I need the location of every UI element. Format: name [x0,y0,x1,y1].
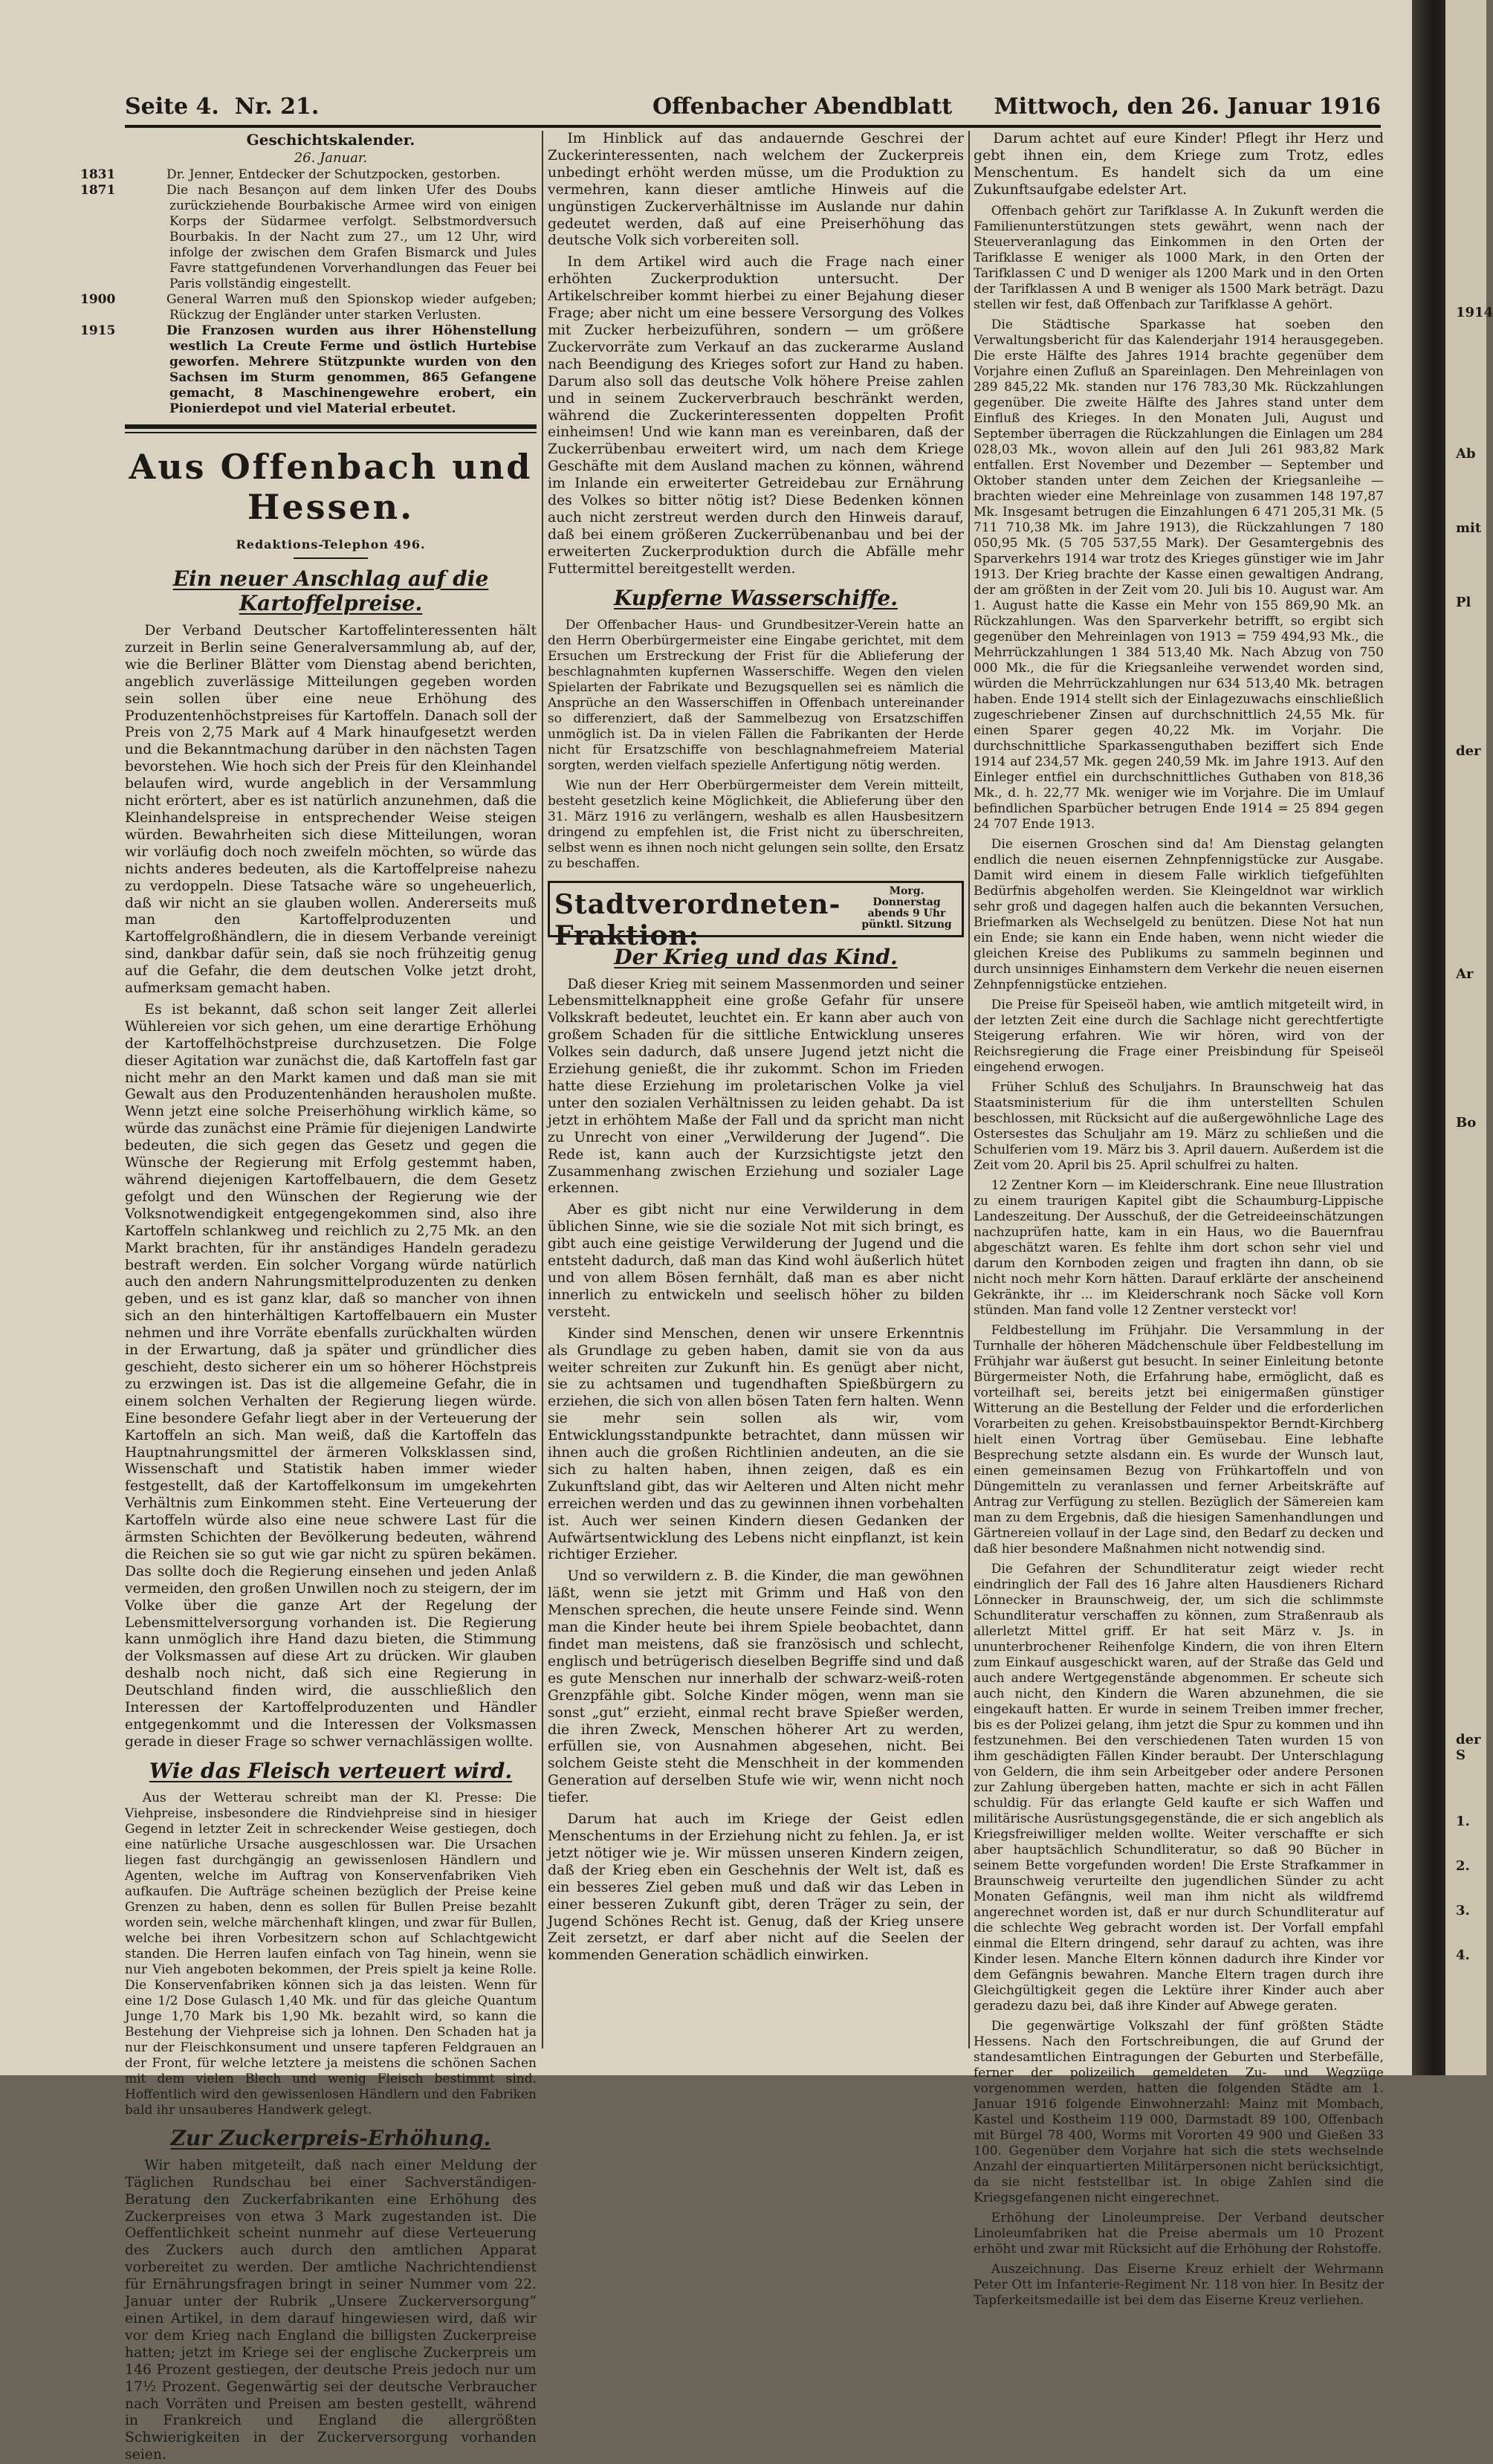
calendar-date: 26. Januar. [294,150,368,166]
article-title: Zur Zuckerpreis-Erhöhung. [170,2125,491,2150]
column-divider [968,131,970,2049]
adjacent-page-edge [1445,0,1493,2075]
fragment: Pl [1456,595,1471,610]
calendar-title: Geschichtskalender. [246,131,415,149]
fragment: Ab [1456,446,1476,462]
article-paragraph: Auszeichnung. Das Eiserne Kreuz erhielt der Wehrmann Peter Ott im Infanterie-Regiment Nr. 118 von hier. In Besitz der Tapferkeitsmedaille ist bei dem das Eiserne Kreuz verliehen. [974,2261,1384,2308]
article-paragraph: Und so verwildern z. B. die Kinder, die man gewöhnen läßt, wenn sie jetzt mit Grimm und Haß von den Menschen sprechen, die heute unsere Feinde sind. Wenn man die Kinder heute bei ihrem Spiele beobachtet, dann findet man meistens, daß sie französisch und schlecht, englisch und betrügerisch dieselben Begriffe sind und daß es gute Menschen nur innerhalb der schwarz-weiß-roten Grenzpfähle gibt. Solche Kinder mögen, wenn man sie sonst „gut“ erzieht, einmal recht brave Spießer werden, die ihren Zweck, Menschen höherer Art zu werden, erfüllen sie, von Ausnahmen abgesehen, nicht. Bei solchem Geiste steht die Menschheit in der kommenden Generation auf derselben Stufe wie wir, wenn nicht noch tiefer. [548,1568,964,1806]
fragment: der [1456,743,1481,759]
article-title: Der Krieg und das Kind. [614,944,898,969]
article-paragraph: Im Hinblick auf das andauernde Geschrei der Zuckerinteressenten, nach welchem der Zuckerpreis unbedingt erhöht werden müsse, um die Produktion zu vermehren, kann dieser amtliche Hinweis auf die ungünstigen Zuckerverhältnisse im Auslande nur dahin gedeutet werden, daß auf eine Preiserhöhung das deutsche Volk sich vorbereiten soll. [548,131,964,249]
fraction-notice [548,881,964,951]
article-paragraph: Darum hat auch im Kriege der Geist edlen Menschentums in der Erziehung nicht zu fehlen. Ja, er ist jetzt nötiger wie je. Wir müssen unseren Kindern zeigen, daß der Krieg eben ein Geschehnis der Welt ist, daß es ein besseres Ziel geben muß und daß wir das Leben in einer besseren Zukunft gibt, deren Träger zu sein, der Jugend Schönes Recht ist. Genug, daß der Krieg unsere Zeit zersetzt, er darf aber nicht auf die Seelen der kommenden Generation schädlich einwirken. [548,1811,964,1964]
article-paragraph: Aus der Wetterau schreibt man der Kl. Presse: Die Viehpreise, insbesondere die Rindviehpreise sind in hiesiger Gegend in letzter Zeit in schreckender Weise gestiegen, doch eine natürliche Ursache ausgeschlossen war. Die Ursachen liegen fast durchgängig an gewissenlosen Händlern und Agenten, welche im Auftrag von Konservenfabriken Vieh aufkaufen. Die Aufträge scheinen bezüglich der Preise keine Grenzen zu haben, denn es sollen für Bullen Preise bezahlt worden sein, welche märchenhaft klingen, und zwar für Bullen, welche bei ihren Vorbesitzern schon auf Schlachtgewicht standen. Die Herren laufen einfach von Tag hinein, wenn sie nur Vieh angeboten bekommen, der Preis spielt ja keine Rolle. Die Konservenfabriken können sich ja das leisten. Wenn für eine 1/2 Dose Gulasch 1,40 Mk. und für das gleiche Quantum Junge 1,70 Mark bis 1,90 Mk. bezahlt wird, so kann die Bestehung der Viehpreise sich ja lohnen. Den Schaden hat ja nur der Fleischkonsument und unsere tapferen Feldgrauen an der Front, für welche letztere ja meistens die schönen Sachen mit dem vielen Blech und wenig Fleisch bestimmt sind. Hoffentlich wird den gewissenlosen Händlern und den Fabriken bald ihr unsauberes Handwerk gelegt. [125,1790,537,2118]
article-paragraph: Die Preise für Speiseöl haben, wie amtlich mitgeteilt wird, in der letzten Zeit eine durch die Sachlage nicht gerechtfertigte Steigerung erfahren. Wie wir hören, wird von der Reichsregierung die Frage einer Preisbindung für Speiseöl eingehend erwogen. [974,997,1384,1075]
calendar-entry: 1915 Die Franzosen wurden aus ihrer Höhenstellung westlich La Creute Ferme und östlich Hurtebise geworfen. Mehrere Stützpunkte wurden von den Sachsen im Sturm genommen, 865 Gefangene gemacht, 8 Maschinengewehre erobert, ein Pionierdepot und viel Material erbeutet. [80,323,537,416]
section-rule [125,432,537,433]
fragment: Bo [1456,1115,1477,1131]
article-paragraph: Wie nun der Herr Oberbürgermeister dem Verein mitteilt, besteht gesetzlich keine Möglichkeit, die Ablieferung über den 31. März 1916 zu verlängern, weshalb es allen Hausbesitzern dringend zu empfehlen ist, die Frist nicht zu überschreiten, selbst wenn es ihnen noch nicht gelungen sein sollte, den Ersatz zu beschaffen. [548,777,964,871]
article-paragraph: Kinder sind Menschen, denen wir unsere Erkenntnis als Grundlage zu geben haben, damit sie von da aus weiter schreiten zur Zukunft hin. Es genügt aber nicht, sie zu achtsamen und tugendhaften Spießbürgern zu erziehen, die sich von allen bösen Taten fern halten. Wenn sie mehr sein sollen als wir, vom Entwicklungsstandpunkte betrachtet, dann müssen wir ihnen auch die großen Richtlinien andeuten, an die sie sich zu halten haben, ihnen zeigen, daß es ein Zukunftsland gibt, das wir Aelteren und Alten nicht mehr erreichen werden und das zu gewinnen ihnen vorbehalten ist. Auch wer seinen Kindern diesen Gedanken der Aufwärtsentwicklung des Lebens nicht einpflanzt, ist kein richtiger Erzieher. [548,1325,964,1563]
article-paragraph: Die Gefahren der Schundliteratur zeigt wieder recht eindringlich der Fall des 16 Jahre alten Hausdieners Richard Lönnecker in Braunschweig, der, um sich die schlimmste Schundliteratur verschaffen zu können, zum Straßenraub als allerletzt Mittel griff. Er hat seit März v. Js. in ununterbrochener Reihenfolge Kindern, die von ihren Eltern zum Einkauf ausgeschickt waren, auf der Straße das Geld und auch andere Wertgegenstände abgenommen. Er scheute sich auch nicht, den Kindern die Waren abzunehmen, die sie eingekauft hatten. Er wurde in seinem Treiben immer frecher, bis es der Polizei gelang, ihm jetzt die Spur zu kommen und ihn festzunehmen. Bei den verschiedenen Taten wurden 15 von ihm geschädigten Fällen Kinder beraubt. Der Unterschlagung von Geldern, die ihm sein Arbeitgeber oder andere Personen zur Zahlung übergeben hatten, machte er sich in acht Fällen schuldig. Für das erlangte Geld kaufte er sich Waffen und militärische Ausrüstungsgegenstände, die er sich angeblich als Kriegsfreiwilliger melden wollte. Weiter verschaffte er sich aber hauptsächlich Schundliteratur, so daß 90 Bücher in seinem Bette vorgefunden worden! Die Erste Strafkammer in Braunschweig verurteilte den jugendlichen Sünder zu acht Monaten Gefängnis, weil man ihm nicht als wildfremd angerechnet worden ist, daß er nur durch Schundliteratur auf die schlechte Weg gebracht worden ist. Der Vorfall empfahl einmal die Eltern dringend, sehr darauf zu achten, was ihre Kinder lesen. Manche Eltern können dadurch ihre Kinder vor dem Gefängnis bewahren. Manche Eltern tragen durch ihre Gleichgültigkeit gegen die Lektüre ihrer Kinder auch aber geradezu dazu bei, daß ihre Kinder auf Abwege geraten. [974,1561,1384,2014]
masthead-rule [125,125,1381,128]
column-2 [548,131,964,2056]
issue-date: Mittwoch, den 26. Januar 1916 [994,94,1381,120]
fragment: mit [1456,520,1482,536]
article-paragraph: Der Offenbacher Haus- und Grundbesitzer-Verein hatte an den Herrn Oberbürgermeister eine Eingabe gerichtet, mit dem Ersuchen um Erstreckung der Frist für die Ablieferung der beschlagnahmten kupfernen Wasserschiffe. Wegen den vielen Spielarten der Fabrikate und Bezugsquellen sei es nämlich die Ansprüche an den Wasserschiffen in Offenbach untereinander so differenziert, daß der Sammelbezug von Ersatzschiffen unmöglich ist. Da in vielen Fällen die Fabrikanten der Herde nicht für Ersatzschiffe von beschlagnahmefreiem Material sorgten, werden vielfach spezielle Anfertigung nötig werden. [548,617,964,773]
article-paragraph: In dem Artikel wird auch die Frage nach einer erhöhten Zuckerproduktion untersucht. Der Artikelschreiber kommt hierbei zu einer Bejahung dieser Frage; aber nicht um eine bessere Versorgung des Volkes mit Zucker herbeizuführen, sondern — um größere Zuckervorräte zum Verkauf an das zuckerarme Ausland nach Beendigung des Krieges sofort zur Hand zu haben. Darum also soll das deutsche Volk höhere Preise zahlen und in seinem Zuckerverbrauch beschränkt werden, während die Zuckerinteressenten doppelten Profit einheimsen! Und wie kann man es vereinbaren, daß der Zuckerrübenbau erweitert wird, um nach dem Kriege Geschäfte mit dem Ausland machen zu können, während im Inlande ein erweiterter Getreidebau zur Ernährung des Volkes so bitter nötig ist? Diese Bedenken können auch nicht zerstreut werden durch den Hinweis darauf, daß bei einem größeren Zuckerrübenanbau und bei der erweiterten Zuckerproduktion durch die Abfälle mehr Futtermittel bereitgestellt werden. [548,254,964,577]
section-rule [125,424,537,429]
calendar-entry: 1900 General Warren muß den Spionskop wieder aufgeben; Rückzug der Engländer unter starken Verlusten. [80,292,537,323]
article-paragraph: Feldbestellung im Frühjahr. Die Versammlung in der Turnhalle der höheren Mädchenschule über Feldbestellung im Frühjahr war äußerst gut besucht. In seiner Einleitung betonte Bürgermeister Noth, die Erfahrung habe, ermöglicht, daß es vorteilhaft sei, bereits jetzt bei einigermaßen günstiger Witterung an die Bestellung der Felder und die erforderlichen Vorarbeiten zu gehen. Kreisobstbauinspektor Berndt-Kirchberg hielt einen Vortrag über Gemüsebau. Eine lebhafte Besprechung setzte alsdann ein. Es wurde der Wunsch laut, einen gemeinsamen Bezug von Frühkartoffeln und von Düngemitteln zu veranlassen und ferner Arbeitskräfte auf Antrag zur Verfügung zu stellen. Bezüglich der Sämereien kam man zu dem Ergebnis, daß die hiesigen Samenhandlungen und Gärtnereien vollauf in der Lage sind, den Bedarf zu decken und daß hier besondere Maßnahmen nicht notwendig sind. [974,1322,1384,1556]
article-title: Ein neuer Anschlag auf die Kartoffelpreise. [172,566,489,615]
article-paragraph: Darum achtet auf eure Kinder! Pflegt ihr Herz und gebt ihnen ein, dem Kriege zum Trotz, edles Menschentum. Es handelt sich da um eine Zukunftsaufgabe edelster Art. [974,131,1384,198]
notice-detail: Morg. Donnerstag abends 9 Uhr pünktl. Sitzung [861,885,952,931]
article-paragraph: Der Verband Deutscher Kartoffelinteressenten hält zurzeit in Berlin seine Generalversammlung ab, auf der, wie die Berliner Blätter vom Dienstag abend berichten, angeblich zuverlässige Mitteilungen gegeben worden sein sollen über eine neue Erhöhung des Produzentenhöchstpreises für Kartoffeln. Danach soll der Preis von 2,75 Mark auf 4 Mark hinaufgesetzt werden und die Bekanntmachung darüber in den nächsten Tagen bevorstehen. Wie hoch sich der Preis für den Kleinhandel belaufen wird, wurde angeblich in der Versammlung nicht erörtert, aber es ist natürlich anzunehmen, daß die Kleinhandelspreise in entsprechender Weise steigen würden. Bewahrheiten sich diese Mitteilungen, woran wir vorläufig doch noch zweifeln möchten, so würde das nichts anderes bedeuten, als die Kartoffelpreise nahezu zu verdoppeln. Diese Tatsache wäre so ungeheuerlich, daß wir nicht an sie glauben wollen. Andererseits muß man den Kartoffelproduzenten und Kartoffelgroßhändlern, die in diesem Verbande vereinigt sind, dankbar dafür sein, daß sie noch frühzeitig genug auf die Gefahr, die dem deutschen Volke jetzt droht, aufmerksam gemacht haben. [125,623,537,997]
article-paragraph: Früher Schluß des Schuljahrs. In Braunschweig hat das Staatsministerium für die ihm unterstellten Schulen beschlossen, mit Rücksicht auf die außergewöhnliche Lage des Ostersestes das Schuljahr am 19. März zu schließen und die Schulferien vom 19. März bis 3. April dauern. Außerdem ist die Zeit vom 20. April bis 25. April schulfrei zu halten. [974,1079,1384,1173]
notice-title: Stadtverordneten-Fraktion: [554,888,841,951]
column-1 [80,131,537,2463]
article-title: Wie das Fleisch verteuert wird. [149,1758,513,1783]
masthead [125,94,1381,123]
calendar-entry: 1871 Die nach Besançon auf dem linken Ufer des Doubs zurückziehende Bourbakische Armee wird von einigen Korps der Südarmee verfolgt. Selbstmordversuch Bourbakis. In der Nacht zum 27., um 12 Uhr, wird infolge der zwischen dem Grafen Bismarck und Jules Favre stattgefundenen Vorverhandlungen das Feuer bei Paris vollständig eingestellt. [80,183,537,291]
calendar-entry: 1831 Dr. Jenner, Entdecker der Schutzpocken, gestorben. [80,167,501,182]
article-paragraph: Die gegenwärtige Volkszahl der fünf größten Städte Hessens. Nach den Fortschreibungen, die auf Grund der standesamtlichen Eintragungen der Geburten und Sterbefälle, ferner der polizeilich gemeldeten Zu- und Wegzüge vorgenommen werden, hatten die folgenden Städte am 1. Januar 1916 folgende Einwohnerzahl: Mainz mit Mombach, Kastel und Kostheim 119 000, Darmstadt 89 100, Offenbach mit Bürgel 78 400, Worms mit Vororten 49 900 und Gießen 33 100. Gegenüber dem Vorjahre hat sich die stets wechselnde Anzahl der einquartierten Militärpersonen nicht berücksichtigt, da sie nicht feststellbar ist. In obige Zahlen sind die Kriegsgefangenen nicht eingerechnet. [974,2018,1384,2205]
column-divider [542,131,543,2049]
divider [294,557,368,559]
section-heading: Aus Offenbach und Hessen. [129,447,533,527]
fragment: 1. [1456,1814,1470,1829]
article-title: Kupferne Wasserschiffe. [614,585,898,610]
fragment: Ar [1456,966,1474,982]
fragment: der S [1456,1732,1481,1763]
history-calendar [80,131,537,417]
page-number: Seite 4. Nr. 21. [125,94,320,120]
editorial-phone: Redaktions-Telephon 496. [236,537,426,552]
newspaper-title: Offenbacher Abendblatt [652,94,953,120]
article-paragraph: 12 Zentner Korn — im Kleiderschrank. Eine neue Illustration zu einem traurigen Kapitel gibt die Schaumburg-Lippische Landeszeitung. Der Ausschuß, der die Getreideeinschätzungen nachzuprüfen hatte, kam in ein Haus, wo die Bauernfrau abgeschätzt waren. Es fehlte ihm dort schon sehr viel und darum den Kornboden zeigen und fragten ihn dann, ob sie nicht noch mehr Korn hätten. Darauf erklärte der anscheinend Gekränkte, ihr ... im Kleiderschrank noch Säcke voll Korn stünden. Man fand volle 12 Zentner versteckt vor! [974,1177,1384,1318]
fragment: 1914 [1456,305,1493,320]
fragment: 2. [1456,1858,1470,1874]
article-paragraph: Es ist bekannt, daß schon seit langer Zeit allerlei Wühlereien vor sich gehen, um eine derartige Erhöhung der Kartoffelhöchstpreise durchzusetzen. Die Folge dieser Agitation war zunächst die, daß Kartoffeln fast gar nicht mehr an den Markt kamen und daß man sie mit Gewalt aus den Produzentenhänden herausholen mußte. Wenn jetzt eine solche Preiserhöhung wirklich käme, so würde das zunächst eine Prämie für diejenigen Landwirte bedeuten, die sich gegen das Gesetz und gegen die Wünsche der Regierung mit Erfolg gestemmt haben, während diejenigen Kartoffelbauern, die dem Gesetz gefolgt und den Wünschen der Regierung wie der Volksnotwendigkeit entgegengekommen sind, also ihre Kartoffeln schlankweg und reichlich zu 2,75 Mk. an den Markt brachten, für ihr anständiges Handeln geradezu bestraft werden. Ein solcher Vorgang würde natürlich auch den andern Nahrungsmittelproduzenten zu denken geben, und es ist ganz klar, daß so mancher von ihnen sich an den hinterhältigen Kartoffelbauern ein Muster nehmen und ihre Vorräte ebenfalls zurückhalten würden in der Erwartung, daß ja später und gründlicher dies geschieht, desto sicherer ein um so höherer Höchstpreis zu erzwingen ist. Das ist die allgemeine Gefahr, die in einem solchen Verhalten der Regierung liegen würde. Eine besondere Gefahr liegt aber in der Verteuerung der Kartoffeln an sich. Man weiß, daß die Kartoffeln das Hauptnahrungsmittel der ärmeren Volksklassen sind, Wissenschaft und Statistik haben immer wieder festgestellt, daß der Kartoffelkonsum im umgekehrten Verhältnis zum Einkommen steht. Eine Verteuerung der Kartoffeln würde also eine neue schwere Last für die ärmsten Schichten der Bevölkerung bedeuten, während die Reichen sie so gut wie gar nicht zu spüren bekämen. Das sollte doch die Regierung einsehen und jeden Anlaß vermeiden, den großen Unwillen noch zu steigern, der im Volke über die ganze Art der Regelung der Lebensmittelversorgung vorhanden ist. Die Regierung kann unmöglich ihre Hand dazu bieten, die Stimmung der Volksmassen auf diese Art zu drücken. Wir glauben deshalb noch nicht, daß sich eine Regierung in Deutschland finden wird, die ausschließlich den Interessen der Kartoffelproduzenten und Händler entgegenkommt und die Interessen der Volksmassen gerade in dieser Frage so schwer vernachlässigen wollte. [125,1001,537,1750]
article-paragraph: Aber es gibt nicht nur eine Verwilderung in dem üblichen Sinne, wie sie die soziale Not mit sich bringt, es gibt auch eine geistige Verwilderung der Jugend und die entsteht dadurch, daß man das Kind wohl äußerlich hütet und von allem Bösen fernhält, daß man es aber nicht innerlich zu entwickeln und seelisch höher zu bilden versteht. [548,1202,964,1320]
article-paragraph: Erhöhung der Linoleumpreise. Der Verband deutscher Linoleumfabriken hat die Preise abermals um 10 Prozent erhöht und zwar mit Rücksicht auf die Erhöhung der Rohstoffe. [974,2210,1384,2257]
column-3 [974,131,1384,2308]
article-paragraph: Offenbach gehört zur Tarifklasse A. In Zukunft werden die Familienunterstützungen stets gewährt, wenn nach der Steuerveranlagung das Einkommen in den Orten der Tarifklasse E weniger als 1000 Mark, in den Orten der Tarifklassen C und D weniger als 1200 Mark und in den Orten der Tarifklassen A und B weniger als 1500 Mark beträgt. Dazu stellen wir fest, daß Offenbach zur Tarifklasse A gehört. [974,203,1384,312]
fragment: 3. [1456,1903,1470,1918]
fragment: 4. [1456,1947,1470,1963]
article-paragraph: Die Städtische Sparkasse hat soeben den Verwaltungsbericht für das Kalenderjahr 1914 herausgegeben. Die erste Hälfte des Jahres 1914 brachte gegenüber dem Vorjahre einen Zufluß an Spareinlagen. Den Mehreinlagen von 289 845,22 Mk. standen nur 176 783,30 Mk. Rückzahlungen gegenüber. Die zweite Hälfte des Jahres stand unter dem Einfluß des Krieges. In den Monaten Juli, August und September überragen die Rückzahlungen die Einlagen um 284 028,03 Mk., wovon allein auf den Juli 261 983,82 Mark entfallen. Erst November und Dezember — September und Oktober standen unter dem Zeichen der Kriegsanleihe — brachten wieder eine Mehreinlage von zusammen 148 197,87 Mk. Insgesamt betrugen die Einzahlungen 6 471 205,31 Mk. (5 711 710,38 Mk. im Jahre 1913), die Rückzahlungen 7 180 050,95 Mk. (5 705 537,55 Mark). Der Gesamtergebnis des Sparverkehrs 1914 war trotz des Krieges günstiger wie im Jahr 1913. Der Krieg brachte der Kasse einen gewaltigen Andrang, der am größten in der Zeit vom 20. Juli bis 10. August war. Am 1. August hatte die Kasse ein Mehr von 155 869,90 Mk. an Rückzahlungen. Was den Sparverkehr betrifft, so ergibt sich gegenüber den Mehreinlagen von 1913 = 759 494,93 Mk., die Mehrrückzahlungen 1 384 513,40 Mk. Nach Abzug von 750 000 Mk., die für die Kriegsanleihe verwendet worden sind, würden die Mehrrückzahlungen nur 634 513,40 Mk. betragen haben. Ende 1914 stellt sich der Einlagezuwachs einschließlich zugeschriebener Zinsen auf durchschnittlich 24,55 Mk. für einen Sparer gegen 40,22 Mk. im Vorjahr. Die durchschnittliche Sparkassenguthaben beziffert sich Ende 1914 auf 234,57 Mk. gegen 240,59 Mk. im Jahre 1913. Auf den Einleger entfiel ein durchschnittliches Guthaben von 818,36 Mk., d. h. 22,77 Mk. weniger wie im Vorjahre. Die im Umlauf befindlichen Sparbücher betrugen Ende 1914 = 25 894 gegen 24 707 Ende 1913. [974,317,1384,832]
article-paragraph: Wir haben mitgeteilt, daß nach einer Meldung der Täglichen Rundschau bei einer Sachverständigen-Beratung den Zuckerfabrikanten eine Erhöhung des Zuckerpreises von etwa 3 Mark zugestanden ist. Die Oeffentlichkeit scheint nunmehr auf diese Verteuerung des Zuckers auch durch den amtlichen Apparat vorbereitet zu werden. Der amtliche Nachrichtendienst für Ernährungsfragen bringt in seiner Nummer vom 22. Januar unter der Rubrik „Unsere Zuckerversorgung“ einen Artikel, in dem darauf hingewiesen wird, daß wir vor dem Krieg nach England die billigsten Zuckerpreise hatten; jetzt im Kriege sei der englische Zuckerpreis um 146 Prozent gestiegen, der deutsche Preis jedoch nur um 17½ Prozent. Gegenwärtig sei der deutsche Verbraucher nach Vorräten und Preisen am besten gestellt, während in Frankreich und England die allergrößten Schwierigkeiten in der Zuckerversorgung vorhanden seien. [125,2157,537,2463]
article-paragraph: Die eisernen Groschen sind da! Am Dienstag gelangten endlich die neuen eisernen Zehnpfennigstücke zur Ausgabe. Damit wird einem in diesem Falle wirklich tiefgefühlten Bedürfnis abgeholfen werden. Sie Kleingeldnot war wirklich sehr groß und dagegen halfen auch die bekannten Versuchen, Briefmarken als Wechselgeld zu benützen. Diese Not hat nun ein Ende; sie kann ein Ende haben, wenn nicht wieder die gleichen Kreise des Publikums zu sammeln beginnen und durch unsinniges Einhamstern dem Verkehr die neuen eisernen Zehnpfennigstücke entziehen. [974,836,1384,992]
article-paragraph: Daß dieser Krieg mit seinem Massenmorden und seiner Lebensmittelknappheit eine große Gefahr für unsere Volkskraft bedeutet, leuchtet ein. Er kann aber auch von großem Schaden für die sittliche Entwicklung unseres Volkes sein dadurch, daß unsere Jugend jetzt nicht die Erziehung genießt, die ihr zukommt. Schon im Frieden hatte diese Erziehung im proletarischen Volke ja viel unter den sozialen Verhältnissen zu leiden gehabt. Da ist jetzt in erhöhtem Maße der Fall und da spricht man nicht zu Unrecht von einer „Verwilderung der Jugend“. Die Rede ist, kann auch der Kurzsichtigste jetzt den Zusammenhang zwischen Erziehung und sozialer Lage erkennen. [548,976,964,1197]
